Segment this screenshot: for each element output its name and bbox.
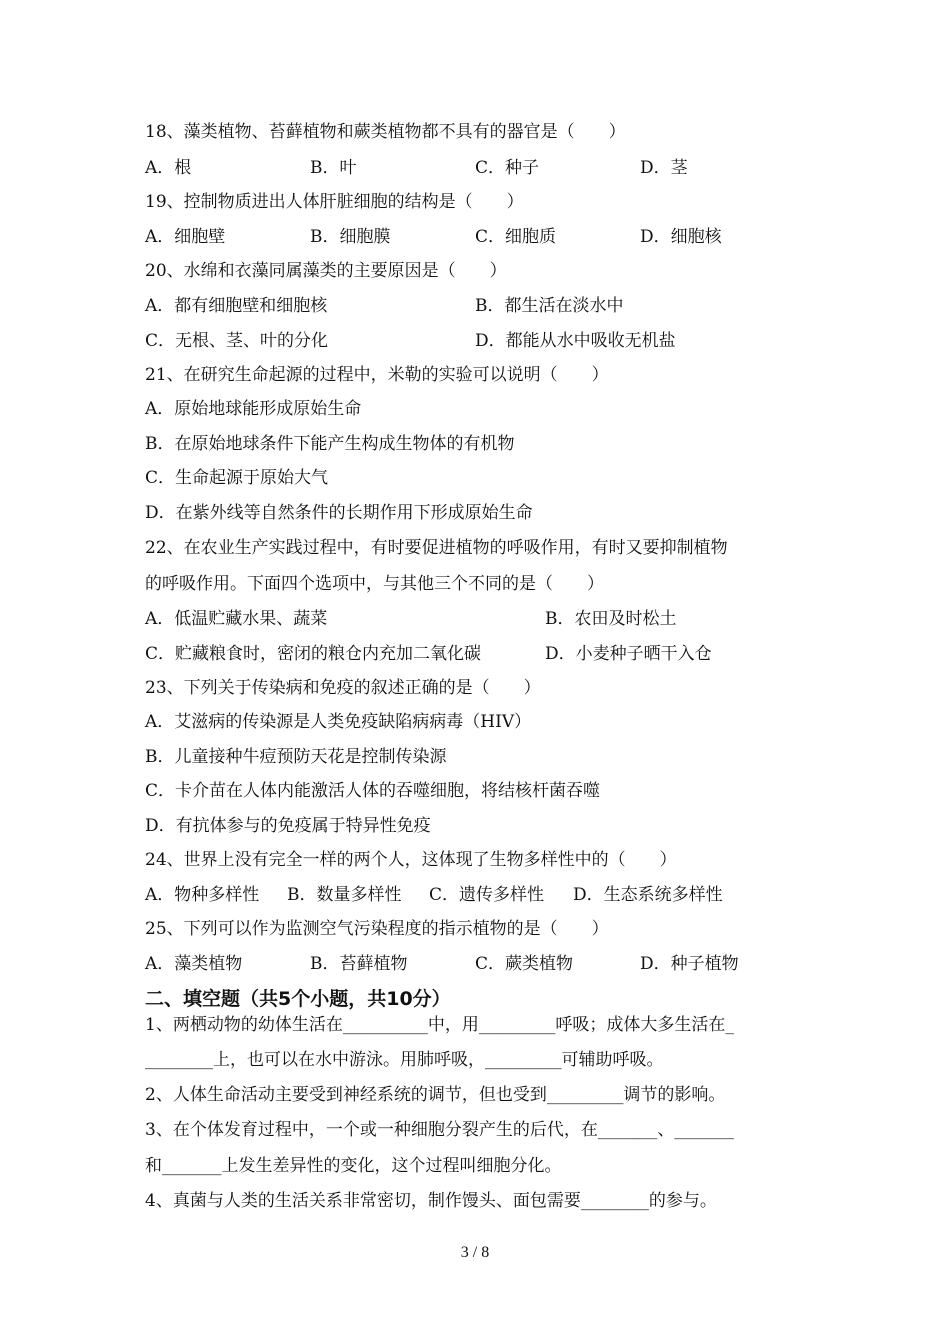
q20-option-d: D．都能从水中吸收无机盐 bbox=[475, 331, 676, 351]
question-22-stem-line2: 的呼吸作用。下面四个选项中，与其他三个不同的是（ ） bbox=[145, 574, 604, 594]
q23-option-b: B．儿童接种牛痘预防天花是控制传染源 bbox=[145, 747, 447, 767]
q24-option-c: C．遗传多样性 bbox=[429, 885, 545, 905]
fill-1-line2: ________上，也可以在水中游泳。用肺呼吸，_________可辅助呼吸。 bbox=[145, 1050, 664, 1070]
q25-option-d: D．种子植物 bbox=[640, 954, 739, 974]
q19-option-c: C．细胞质 bbox=[475, 227, 557, 247]
q22-option-b: B．农田及时松土 bbox=[545, 609, 677, 629]
q22-option-d: D．小麦种子晒干入仓 bbox=[545, 644, 712, 664]
q20-option-a: A．都有细胞壁和细胞核 bbox=[145, 296, 328, 316]
q21-option-a: A．原始地球能形成原始生命 bbox=[145, 399, 362, 419]
question-23-stem: 23、下列关于传染病和免疫的叙述正确的是（ ） bbox=[145, 678, 541, 698]
fill-1-line1: 1、两栖动物的幼体生活在__________中，用_________呼吸；成体大多生活在_ bbox=[145, 1015, 734, 1035]
question-20-stem: 20、水绵和衣藻同属藻类的主要原因是（ ） bbox=[145, 261, 507, 281]
q19-option-d: D．细胞核 bbox=[640, 227, 722, 247]
question-25-stem: 25、下列可以作为监测空气污染程度的指示植物的是（ ） bbox=[145, 919, 609, 939]
q18-option-b: B．叶 bbox=[310, 158, 357, 178]
fill-3-line1: 3、在个体发育过程中，一个或一种细胞分裂产生的后代，在_______、_______ bbox=[145, 1120, 734, 1140]
fill-4: 4、真菌与人类的生活关系非常密切，制作馒头、面包需要________的参与。 bbox=[145, 1191, 717, 1211]
q20-option-b: B．都生活在淡水中 bbox=[475, 296, 624, 316]
q23-option-c: C．卡介苗在人体内能激活人体的吞噬细胞，将结核杆菌吞噬 bbox=[145, 781, 601, 801]
page-number: 3 / 8 bbox=[460, 1244, 490, 1261]
question-24-stem: 24、世界上没有完全一样的两个人，这体现了生物多样性中的（ ） bbox=[145, 850, 677, 870]
q24-option-d: D．生态系统多样性 bbox=[573, 885, 723, 905]
q25-option-b: B．苔藓植物 bbox=[310, 954, 408, 974]
q22-option-a: A．低温贮藏水果、蔬菜 bbox=[145, 609, 328, 629]
q25-option-c: C．蕨类植物 bbox=[475, 954, 574, 974]
q25-option-a: A．藻类植物 bbox=[145, 954, 243, 974]
q19-option-a: A．细胞壁 bbox=[145, 227, 226, 247]
q19-option-b: B．细胞膜 bbox=[310, 227, 391, 247]
q18-option-a: A．根 bbox=[145, 158, 192, 178]
q21-option-d: D．在紫外线等自然条件的长期作用下形成原始生命 bbox=[145, 503, 533, 523]
fill-3-line2: 和_______上发生差异性的变化，这个过程叫细胞分化。 bbox=[145, 1156, 562, 1176]
q22-option-c: C．贮藏粮食时，密闭的粮仓内充加二氧化碳 bbox=[145, 644, 482, 664]
q24-option-b: B．数量多样性 bbox=[287, 885, 402, 905]
q24-option-a: A．物种多样性 bbox=[145, 885, 260, 905]
question-21-stem: 21、在研究生命起源的过程中，米勒的实验可以说明（ ） bbox=[145, 365, 609, 385]
q18-option-c: C．种子 bbox=[475, 158, 540, 178]
section-2-title: 二、填空题（共5个小题，共10分） bbox=[145, 988, 451, 1010]
fill-2: 2、人体生命活动主要受到神经系统的调节，但也受到_________调节的影响。 bbox=[145, 1085, 726, 1105]
q18-option-d: D．茎 bbox=[640, 158, 688, 178]
question-18-stem: 18、藻类植物、苔藓植物和蕨类植物都不具有的器官是（ ） bbox=[145, 122, 626, 142]
q23-option-d: D．有抗体参与的免疫属于特异性免疫 bbox=[145, 816, 431, 836]
question-19-stem: 19、控制物质进出人体肝脏细胞的结构是（ ） bbox=[145, 192, 524, 212]
q21-option-b: B．在原始地球条件下能产生构成生物体的有机物 bbox=[145, 434, 515, 454]
q23-option-a: A．艾滋病的传染源是人类免疫缺陷病病毒（HIV） bbox=[145, 712, 532, 732]
q21-option-c: C．生命起源于原始大气 bbox=[145, 468, 329, 488]
q20-option-c: C．无根、茎、叶的分化 bbox=[145, 331, 329, 351]
question-22-stem-line1: 22、在农业生产实践过程中，有时要促进植物的呼吸作用，有时又要抑制植物 bbox=[145, 538, 728, 558]
